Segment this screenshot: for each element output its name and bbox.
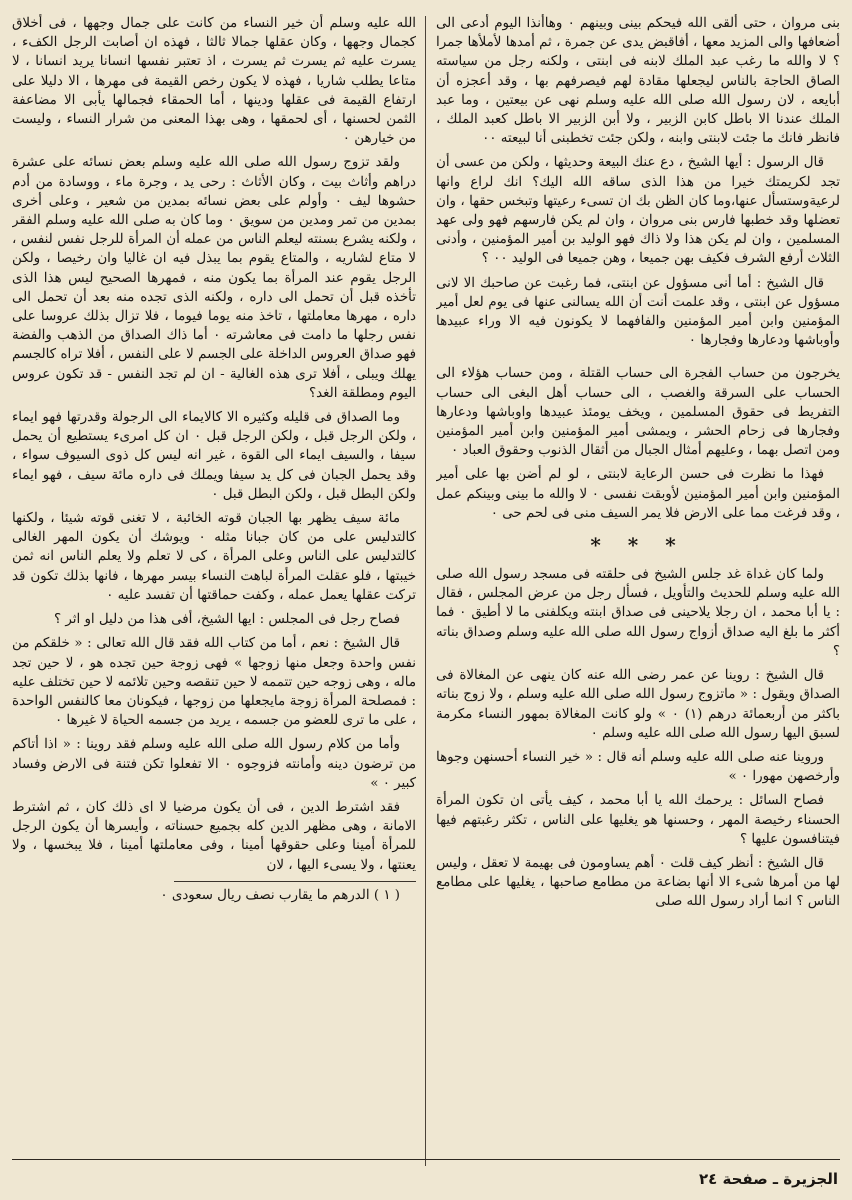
paragraph: قال الشيخ : أنظر كيف قلت ٠ أهم يساومون فى بهيمة لا تعقل ، وليس لها من أمرها شىء الا أنها بضاعة من مطامع صاحبها ، يغليها على مطامع الناس ؟ انما أراد رسول الله صلى bbox=[436, 855, 840, 910]
paragraph: قال الشيخ : أما أنى مسؤول عن ابنتى، فما رغبت عن صاحبك الا لانى مسؤول عن ابنتى ، وقد علمت أنت أن الله يسالنى عنها فى يوم لعل أمير المؤمنين وابن أمير المؤمنين والفافهما لا يكونون فيه الا وراء عبيدها وأوباشها ودعارها وفجارها ٠ bbox=[436, 275, 840, 349]
paragraph: ولما كان غداة غد جلس الشيخ فى حلقته فى مسجد رسول الله صلى الله عليه وسلم للحديث والتأويل ، فسأل رجل من عرض المجلس ، فقال : يا أبا محمد ، ان رجلا يلاحينى فى صداق ابنته ويكلفنى ما لا أطيق ٠ فما أكثر ما بلغ اليه صداق أزواج رسول الله صلى الله عليه وسلم وصداق بناته ؟ bbox=[436, 567, 840, 659]
paragraph: بنى مروان ، حتى ألقى الله فيحكم بينى وبينهم ٠ وهاأنذا اليوم أدعى الى أضعافها والى المزيد معها ، أفاقبض يدى عن جمرة ، ثم أمدها لأملأها جمرا ؟ لا والله ما رغب عبد الملك لابنه فى ابنتى ، ولكنه رجل من سياسته الصاق الحاجة بالناس ليجعلها مقادة لهم فيصرفهم بها ، وقد أعجزه أن أبايعه ، لان رسول الله صلى الله عليه وسلم نهى عن بيعتين ، وما عبد الملك عندنا الا باطل كابن الزبير ، ولا أبن الزبير الا باطل كعبد الملك ، فانظر فانك ما جئت لابنتى وابنه ، ولكن جئت تخطبنى أنا لبيعته ٠٠ bbox=[436, 16, 840, 147]
paragraph: ولقد تزوج رسول الله صلى الله عليه وسلم بعض نسائه على عشرة دراهم وأثاث بيت ، وكان الأثاث : رحى يد ، وجرة ماء ، ووسادة من أدم حشوها ليف ٠ وأولم على بعض نسائه بمدين من شعير ، وعلى أخرى بمدين من تمر ومدين من سويق ٠ وما كان به صلى الله عليه وسلم الفقر ، ولكنه يشرع بسنته ليعلم الناس من عمله أن المرأة للرجل نفس لنفس ، لا متاع لشاريه ، والمتاع يقوم بما يبذل فيه ان غاليا وان رخيصا ، ولكن الرجل يقوم عند المرأة بما يكون منه ، فمهرها الصحيح ليس هذا الذى تأخذه قبل أن تحمل الى داره ، ولكنه الذى تجده منه بعد أن تحمل الى داره ، مهرها معاملتها ، تاخذ منه يوما فيوما ، فلا تزال بذلك عروسا على نفس رجلها ما دامت فى معاشرته ٠ أما ذاك الصداق من الذهب والفضة فهو صداق العروس الداخلة على الجسم لا على النفس ، أفلا تراه كالجسم يهلك ويبلى ، أفلا ترى هذه الغالية - ان لم تجد النفس - قد تكون عروس اليوم ومطلقة الغد؟ bbox=[12, 155, 416, 401]
footer-separator: ـ bbox=[767, 1170, 784, 1188]
paragraph: فصاح رجل فى المجلس : ايها الشيخ، أفى هذا من دليل او اثر ؟ bbox=[54, 612, 400, 628]
paragraph: فقد اشترط الدين ، فى أن يكون مرضيا لا اى ذلك كان ، ثم اشترط الامانة ، وهى مظهر الدين كله بجميع حسناته ، وأيسرها أن يكون الرجل للمرأة أمينا وعلى حقوقها أمينا ، وفى معاملتها أمينا ، فلا يبخسها ، ولا يعنتها ، ولا يسىء اليها ، لان bbox=[12, 799, 416, 873]
paragraph: مائة سيف يظهر بها الجبان قوته الخائبة ، لا تغنى قوته شيئا ، ولكنها كالتدليس على من كان جبانا مثله ٠ ويوشك أن يكون المهر الغالى كالتدليس على الناس وعلى المرأة ، كى لا تعلم ولا يعلم الناس انه ثمن خيبتها ، فلو عقلت المرأة لباهت النساء بيسر مهرها ، فانها بذلك تكون قد تركت عقلها يعمل عمله ، وكفت حماقتها أن تفسد عليه ٠ bbox=[12, 511, 416, 603]
column-divider bbox=[425, 16, 426, 1166]
paragraph: فصاح السائل : يرحمك الله يا أبا محمد ، كيف يأتى ان تكون المرأة الحسناء رخيصة المهر ، وحسنها هو يغليها على الناس ، تكثر رغبتهم فيها فيتنافسون عليها ؟ bbox=[436, 793, 840, 847]
paragraph: قال الشيخ : نعم ، أما من كتاب الله فقد قال الله تعالى : « خلقكم من نفس واحدة وجعل منها زوجها » فهى زوجة حين تجده هو ، لا حين تجد ماله ، وهى زوجه حين تتممه لا حين تنقصه وحين تلائمه لا حين تختلف عليه : فمصلحة المرأة زوجة مايجعلها من زوجها ، فيكونان معا كالنفس الواحدة ، على ما ترى للعضو من جسمه ، يريد من جسمه الحياة لا غيرها ٠ bbox=[12, 636, 416, 729]
paragraph: قال الشيخ : روينا عن عمر رضى الله عنه كان ينهى عن المغالاة فى الصداق ويقول : « ماتزوج رسول الله صلى الله عليه وسلم ، ولا زوج بناته باكثر من أربعمائة درهم (١) ٠ » ولو كانت المغالاة بمهور النساء مكرمة لسبق اليها رسول الله صلى الله عليه وسلم ٠ bbox=[436, 668, 840, 741]
paragraph: وروينا عنه صلى الله عليه وسلم أنه قال : « خير النساء أحسنهن وجوها وأرخصهن مهورا ٠ » bbox=[436, 749, 840, 785]
page-footer bbox=[699, 1170, 838, 1188]
paragraph: قال الرسول : أيها الشيخ ، دع عنك البيعة وحديثها ، ولكن من عسى أن تجد لكريمتك خيرا من هذا الذى ساقه الله اليك؟ انك لراع وانها لرعيةوستسأل عنها،وما كان الظن بك ان تسىء رعيتها وتبخس حقها ، وان تعضلها وقد خطبها فارس بنى مروان ، وان لم يكن فارسهم فهو ولى عهد المسلمين ، وان لم يكن هذا ولا ذاك فهو الوليد بن أمير المؤمنين ، وأدنى الثلاث أرفع الشرف فكيف بهن جميعا ، وهن جميعا فى الوليد ٠٠ ؟ bbox=[436, 155, 840, 267]
publication-name: الجزيرة bbox=[783, 1170, 838, 1188]
section-separator-stars: * * * bbox=[590, 533, 686, 558]
footer-rule bbox=[12, 1159, 840, 1160]
footnote-rule bbox=[174, 881, 416, 882]
right-column bbox=[436, 14, 840, 1174]
paragraph: وأما من كلام رسول الله صلى الله عليه وسلم فقد روينا : « اذا أتاكم من ترضون دينه وأمانته فزوجوه ٠ الا تفعلوا تكن فتنة فى الارض وفساد كبير ٠ » bbox=[12, 737, 416, 791]
paragraph: وما الصداق فى قليله وكثيره الا كالايماء الى الرجولة وقدرتها فهو ايماء ، ولكن الرجل قبل ، ولكن الرجل قبل ٠ ان كل امرىء يستطيع أن يحمل سيفا ، والسيف ايماء الى القوة ، غير انه ليس كل ذوى السيوف سواء ، وقد يحمل الجبان فى كل يد سيفا ويملك فى داره مائة سيف ، فهو ايماء ولكن البطل قبل ، ولكن البطل قبل ٠ bbox=[12, 410, 416, 502]
paragraph: الله عليه وسلم أن خير النساء من كانت على جمال وجهها ، فى أخلاق كجمال وجهها ، وكان عقلها جمالا ثالثا ، فهذه ان أصابت الرجل الكفء ، يسرت عليه ثم يسرت ثم يسرت ، اذ تعتبر نفسها انسانا يريد انسانا ، لا متاعا يطلب شاريا ، فهذه لا يكون رخص القيمة فى مهرها ، الا دليلا على ارتفاع القيمة فى عقلها ودينها ، أما الحمقاء فجمالها يأبى الا مضاعفة الثمن لحسنها ، أى لحمقها ، وهى بهذا المعنى من شرار النساء ، وليست من خيارهن ٠ bbox=[12, 16, 416, 147]
paragraph: يخرجون من حساب الفجرة الى حساب القتلة ، ومن حساب هؤلاء الى الحساب على السرقة والغصب ، الى حساب أهل البغى الى حساب التفريط فى حقوق المسلمين ، ويخف يومئذ عبيدها واوباشها ودعارها وفجارها فى زحام الحشر ، ويمشى أمير المؤمنين وابن أمير المؤمنين ومن اتصل بهما ، وعليهم أمثال الجبال من أثقال الذنوب وحقوق العباد ٠ bbox=[436, 366, 840, 459]
footnote: ( ١ ) الدرهم ما يقارب نصف ريال سعودى ٠ bbox=[160, 887, 400, 903]
left-column bbox=[12, 14, 416, 1174]
page-number: صفحة ٢٤ bbox=[698, 1170, 768, 1188]
paragraph: فهذا ما نظرت فى حسن الرعاية لابنتى ، لو لم أضن بها على أمير المؤمنين وابن أمير المؤمنين لأوبقت نفسى ٠ لا والله ما بينى وبينكم عمل ، وقد فرغت مما على الارض فلا يمر السيف منى فى لحم حى ٠ bbox=[436, 467, 840, 521]
